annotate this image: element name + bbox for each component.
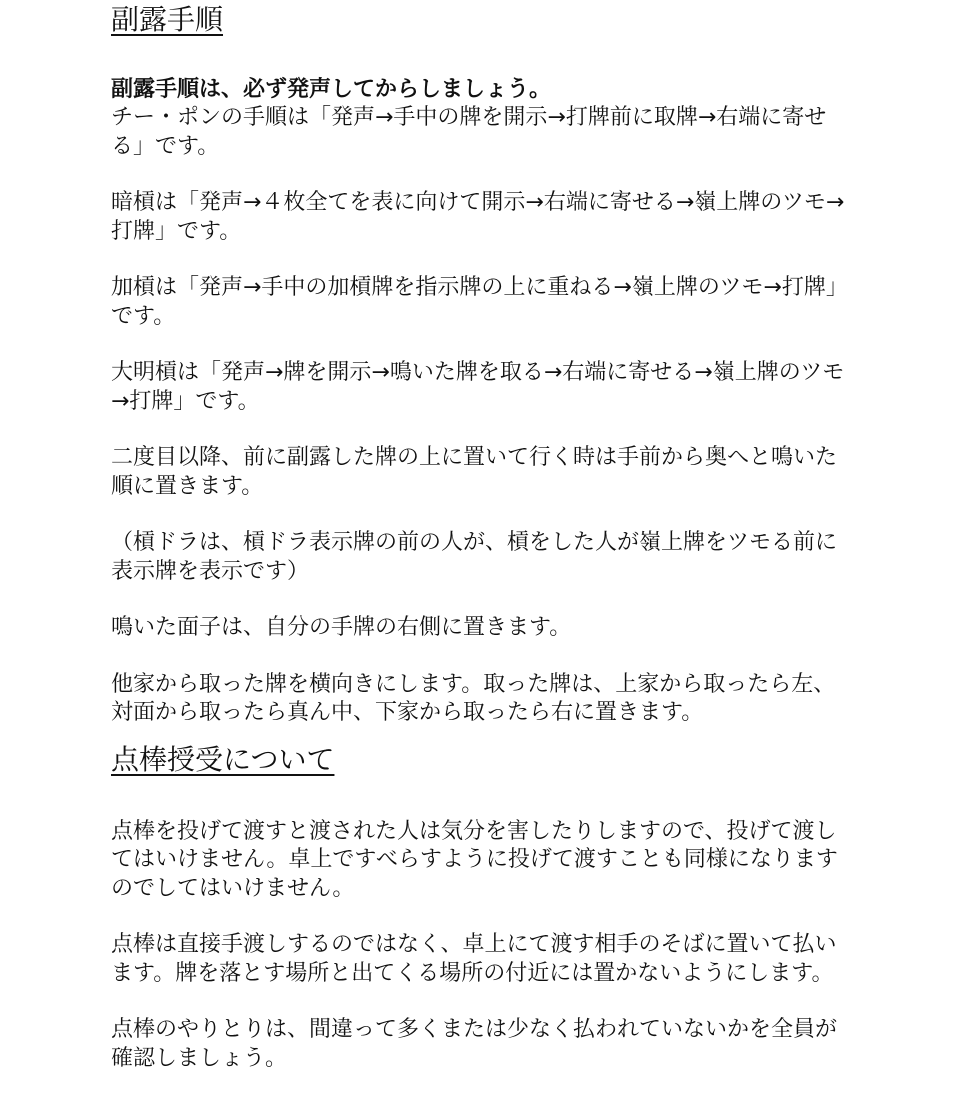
paragraph: 二度目以降、前に副露した牌の上に置いて行く時は手前から奥へと鳴いた順に置きます。 [111, 445, 838, 499]
section-heading-furo: 副露手順 [111, 3, 224, 36]
lead-text: 副露手順は、必ず発声してからしましょう。 [111, 77, 552, 102]
paragraph: 点棒のやりとりは、間違って多くまたは少なく払われていないかを全員が確認しましょう。 [111, 1017, 838, 1071]
paragraph: チー・ポンの手順は「発声→手中の牌を開示→打牌前に取牌→右端に寄せる」です。 [111, 105, 827, 159]
paragraph: 加槓は「発声→手中の加槓牌を指示牌の上に重ねる→嶺上牌のツモ→打牌」です。 [111, 275, 848, 329]
paragraph: 鳴いた面子は、自分の手牌の右側に置きます。 [111, 615, 572, 640]
paragraph: 点棒を投げて渡すと渡された人は気分を害したりしますので、投げて渡してはいけません。卓上ですべらすように投げて渡すことも同様になりますのでしてはいけません。 [111, 818, 838, 901]
article-body [111, 0, 851, 1073]
paragraph: 他家から取った牌を横向きにします。取った牌は、上家から取ったら左、対面から取ったら真ん中、下家から取ったら右に置きます。 [111, 671, 836, 725]
section-heading-tenbou: 点棒授受について [111, 742, 335, 776]
paragraph: （槓ドラは、槓ドラ表示牌の前の人が、槓をした人が嶺上牌をツモる前に表示牌を表示です） [111, 530, 838, 584]
paragraph: 暗槓は「発声→４枚全てを表に向けて開示→右端に寄せる→嶺上牌のツモ→打牌」です。 [111, 190, 845, 244]
paragraph: 点棒は直接手渡しするのではなく、卓上にて渡す相手のそばに置いて払います。牌を落とす場所と出てくる場所の付近には置かないようにします。 [111, 932, 837, 986]
paragraph: 大明槓は「発声→牌を開示→鳴いた牌を取る→右端に寄せる→嶺上牌のツモ→打牌」です。 [111, 360, 845, 414]
